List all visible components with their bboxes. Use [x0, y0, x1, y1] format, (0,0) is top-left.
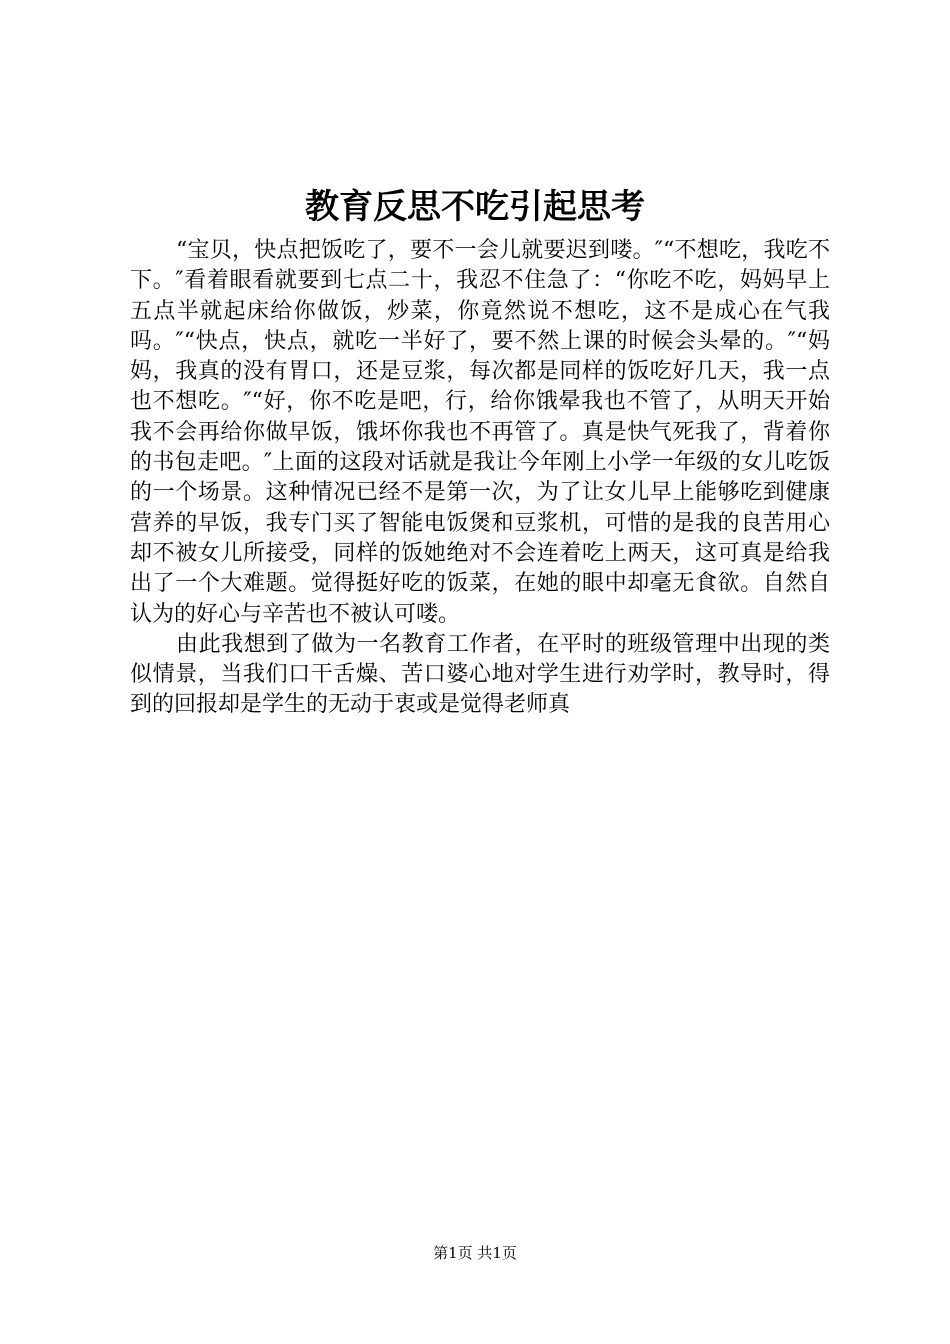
document-title: 教育反思不吃引起思考 [305, 187, 645, 227]
page-footer: 第1页 共1页 [433, 1244, 517, 1262]
document-body [130, 236, 830, 721]
paragraph-1: “宝贝，快点把饭吃了，要不一会儿就要迟到喽。″“不想吃，我吃不下。″看着眼看就要到七点二十，我忍不住急了：“你吃不吃，妈妈早上五点半就起床给你做饭，炒菜，你竟然说不想吃，这不是成心在气我吗。″“快点，快点，就吃一半好了，要不然上课的时候会头晕的。″“妈妈，我真的没有胃口，还是豆浆，每次都是同样的饭吃好几天，我一点也不想吃。″“好，你不吃是吧，行，给你饿晕我也不管了，从明天开始我不会再给你做早饭，饿坏你我也不再管了。真是快气死我了，背着你的书包走吧。″上面的这段对话就是我让今年刚上小学一年级的女儿吃饭的一个场景。这种情况已经不是第一次，为了让女儿早上能够吃到健康营养的早饭，我专门买了智能电饭煲和豆浆机，可惜的是我的良苦用心却不被女儿所接受，同样的饭她绝对不会连着吃上两天，这可真是给我出了一个大难题。觉得挺好吃的饭菜，在她的眼中却毫无食欲。自然自认为的好心与辛苦也不被认可喽。 [130, 238, 830, 627]
paragraph-2: 由此我想到了做为一名教育工作者，在平时的班级管理中出现的类似情景，当我们口干舌燥、苦口婆心地对学生进行劝学时，教导时，得到的回报却是学生的无动于衷或是觉得老师真 [130, 631, 830, 718]
